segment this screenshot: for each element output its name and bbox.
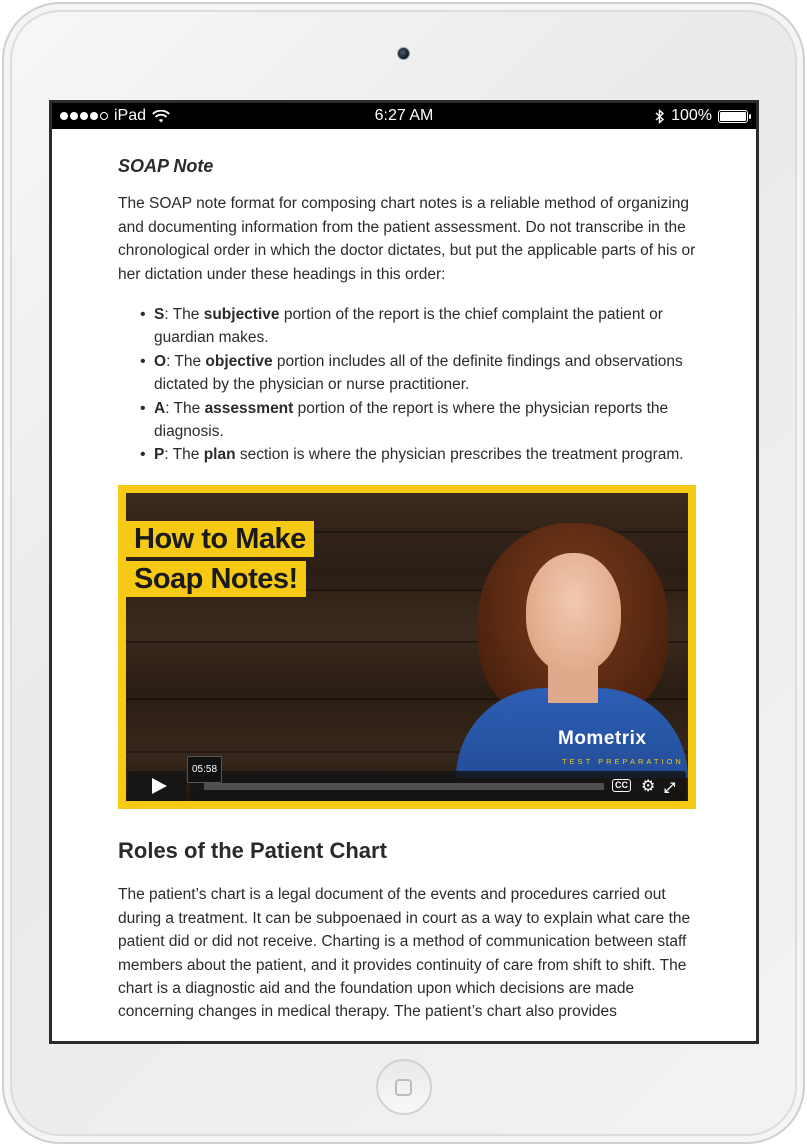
duration-label: 05:58 — [187, 756, 222, 783]
progress-bar[interactable] — [204, 783, 604, 790]
soap-heading: SOAP Note — [118, 156, 214, 176]
list-item: • A: The assessment portion of the report is where the physician reports the diagnosis. — [140, 397, 708, 444]
play-icon — [152, 778, 167, 794]
battery-icon — [718, 110, 748, 123]
soap-intro: The SOAP note format for composing chart notes is a reliable method of organizing and documenting information from the patient assessment. Do not transcribe in the chronological order in which the doctor dictates, but put the applicable parts of his or her dictation under these headings in this order: — [118, 195, 696, 283]
mometrix-logo: Mometrix — [558, 727, 647, 749]
battery-percent: 100% — [671, 107, 712, 124]
list-item: • S: The subjective portion of the report is the chief complaint the patient or guardian makes. — [140, 303, 708, 350]
video-title-line1: How to Make — [126, 521, 314, 557]
status-time: 6:27 AM — [374, 107, 434, 124]
roles-heading: Roles of the Patient Chart — [118, 837, 387, 863]
video-title-line2: Soap Notes! — [126, 561, 306, 597]
roles-text: The patient’s chart is a legal document of the events and procedures carried out during a treatment. It can be subpoenaed in court as a way to explain what care the patient did or did not receive. Charting is a method of communication between staff members about the patient, and it provides continuity of care from shift to shift. The chart is a diagnostic aid and the foundation upon which decisions are made concerning changes in medical therapy. The patient’s chart also provides — [118, 886, 691, 1021]
list-item: • P: The plan section is where the physician prescribes the treatment program. — [140, 443, 708, 466]
camera-icon — [397, 47, 410, 60]
screen — [49, 100, 759, 1044]
video-thumbnail[interactable] — [126, 493, 688, 801]
play-button[interactable] — [128, 771, 186, 801]
video-controls — [126, 763, 688, 801]
home-square-icon — [395, 1079, 412, 1096]
mometrix-logo-sub: TEST PREPARATION — [562, 756, 684, 766]
captions-icon[interactable]: CC — [612, 779, 631, 792]
list-item: • O: The objective portion includes all of the definite findings and observations dictated by the physician or nurse practitioner. — [140, 350, 708, 397]
article — [118, 139, 708, 1041]
status-bar — [52, 103, 756, 129]
video-player[interactable] — [118, 485, 696, 809]
fullscreen-icon[interactable]: ⤢ — [664, 778, 676, 795]
gear-icon[interactable]: ⚙ — [641, 777, 656, 795]
status-right — [655, 107, 748, 125]
carrier-label: iPad — [114, 107, 147, 124]
soap-list — [140, 303, 708, 467]
bluetooth-icon — [655, 109, 665, 124]
